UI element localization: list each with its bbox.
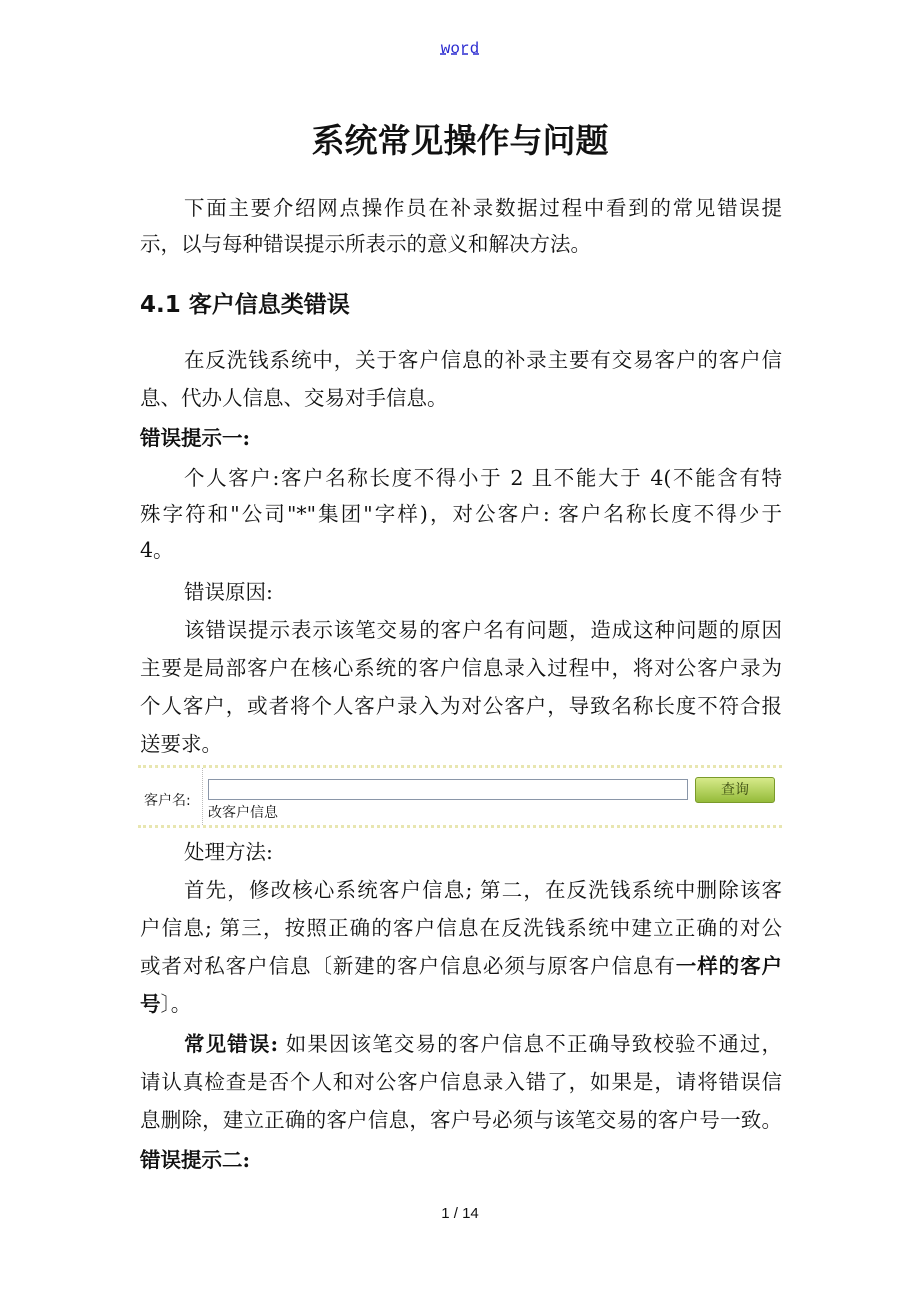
fix-text: 或者对私客户信息〔新建的客户信息必须与原客户信息有: [140, 954, 676, 978]
error-1-title: 错误提示一:: [140, 426, 251, 450]
cause-line: 个人客户，或者将个人客户录入为对公客户，导致名称长度不符合报: [140, 694, 782, 718]
header-link[interactable]: word: [440, 40, 480, 58]
customer-name-label: 客户名:: [144, 793, 191, 809]
fix-line: [140, 990, 782, 1018]
query-button[interactable]: 查询: [695, 777, 775, 803]
fix-bold-text: 一样的客户: [675, 954, 783, 978]
divider: [202, 768, 203, 825]
fix-line: [140, 952, 782, 980]
cause-title: 错误原因:: [184, 580, 273, 604]
error-2-title: 错误提示二:: [140, 1148, 251, 1172]
fix-line: 户信息; 第三，按照正确的客户信息在反洗钱系统中建立正确的对公: [140, 916, 782, 940]
error-1-line: 殊字符和"公司"*"集团"字样)，对公客户: 客户名称长度不得少于: [140, 502, 782, 526]
common-error-text: 如果因该笔交易的客户信息不正确导致校验不通过，: [278, 1032, 782, 1056]
page-number: 1 / 14: [441, 1205, 479, 1222]
header: [0, 40, 920, 58]
section-heading: 4.1 客户信息类错误: [140, 292, 350, 318]
fix-text: 〕。: [160, 992, 192, 1016]
cause-line: 该错误提示表示该笔交易的客户名有问题，造成这种问题的原因: [184, 618, 782, 642]
common-error-line: [184, 1030, 782, 1058]
intro-line: 下面主要介绍网点操作员在补录数据过程中看到的常见错误提: [184, 196, 782, 220]
customer-name-input[interactable]: [208, 779, 688, 800]
cause-line: 送要求。: [140, 732, 222, 756]
error-1-line: 4。: [140, 538, 174, 562]
hint-text: 改客户信息: [208, 805, 278, 821]
error-1-line: 个人客户:客户名称长度不得小于 2 且不能大于 4(不能含有特: [184, 466, 782, 490]
cause-line: 主要是局部客户在核心系统的客户信息录入过程中，将对公客户录为: [140, 656, 782, 680]
page-title: 系统常见操作与问题: [311, 121, 609, 160]
common-error-label: 常见错误:: [184, 1032, 279, 1056]
fix-title: 处理方法:: [184, 840, 273, 864]
fix-line: 首先，修改核心系统客户信息; 第二，在反洗钱系统中删除该客: [184, 878, 782, 902]
fix-bold-text: 号: [140, 992, 161, 1016]
paragraph-line: 在反洗钱系统中，关于客户信息的补录主要有交易客户的客户信: [184, 348, 782, 372]
common-error-line: 请认真检查是否个人和对公客户信息录入错了，如果是，请将错误信: [140, 1070, 782, 1094]
customer-search-screenshot: [138, 765, 782, 828]
common-error-line: 息删除，建立正确的客户信息，客户号必须与该笔交易的客户号一致。: [140, 1108, 782, 1132]
paragraph-line: 息、代办人信息、交易对手信息。: [140, 386, 448, 410]
intro-line: 示，以与每种错误提示所表示的意义和解决方法。: [140, 232, 591, 256]
